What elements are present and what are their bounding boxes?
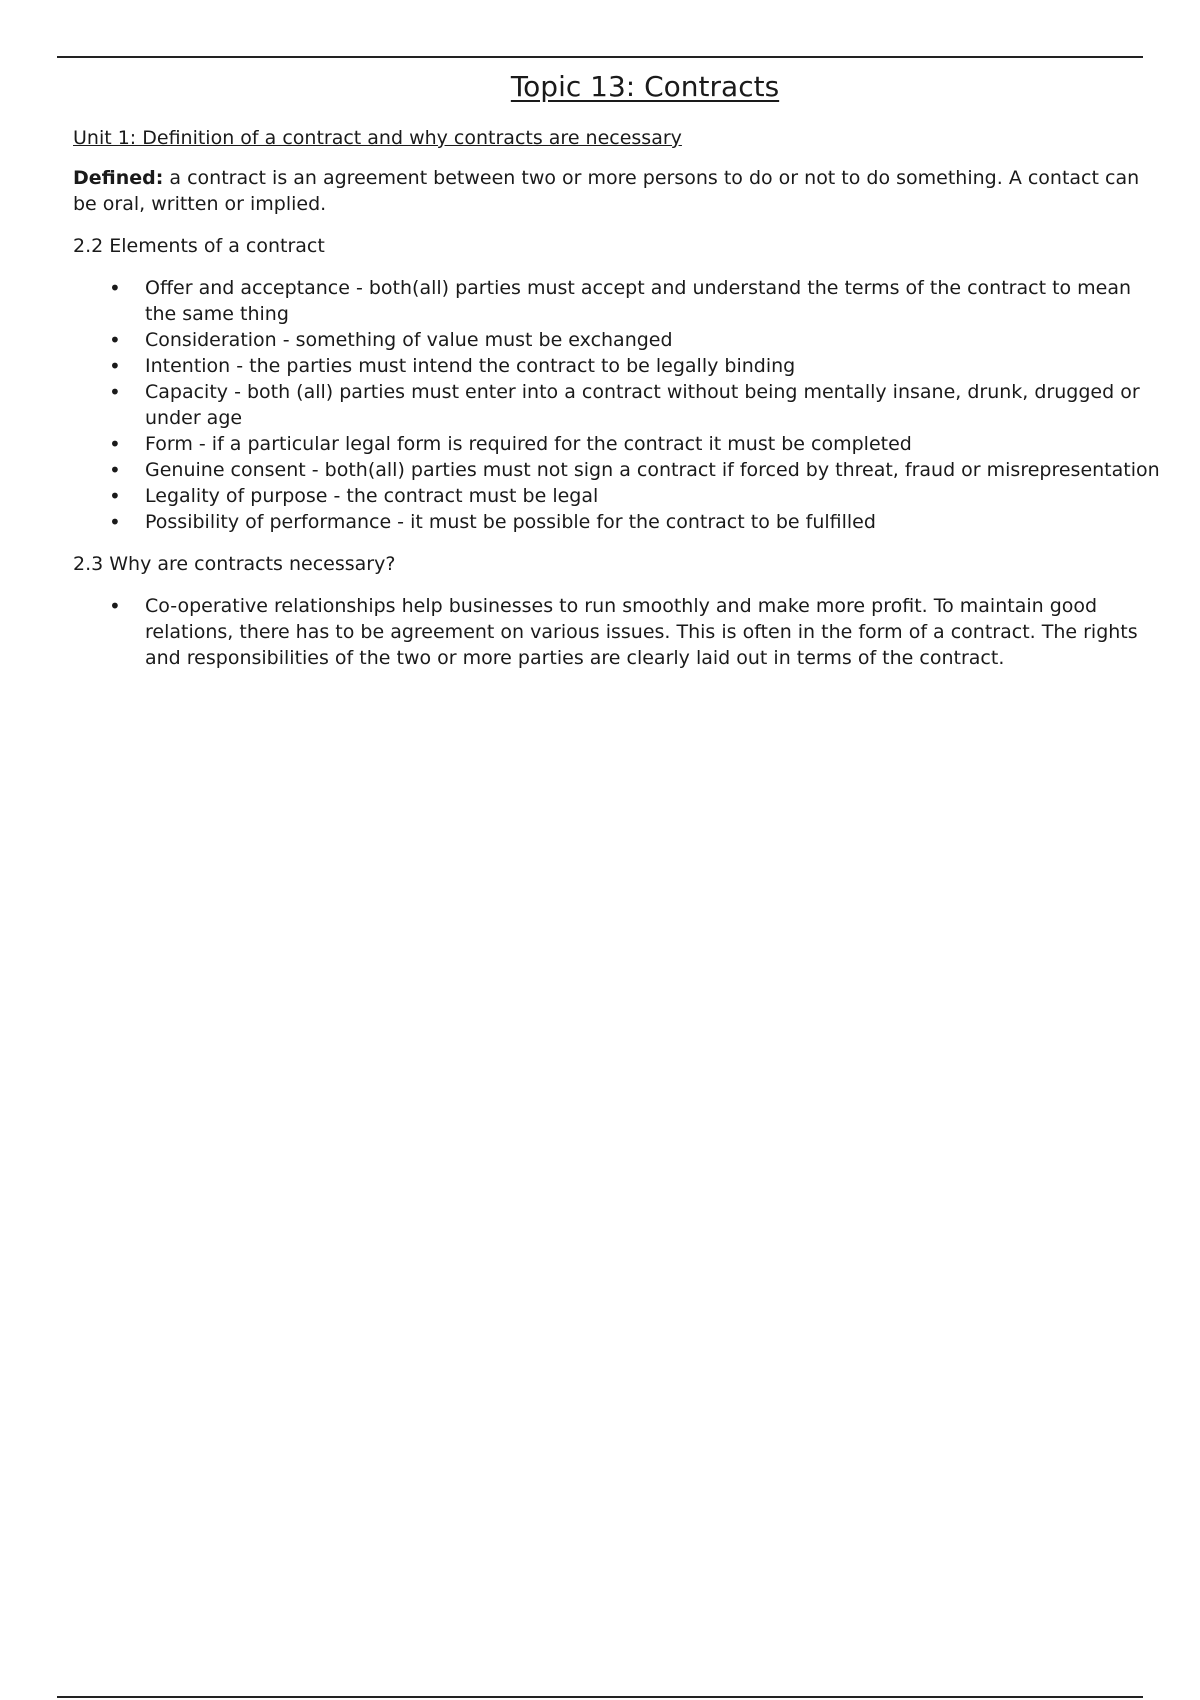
section-heading-why-necessary: 2.3 Why are contracts necessary? [73,553,396,575]
list-item: • Capacity - both (all) parties must enter into a contract without being mentally insane, drunk, drugged or under age [145,379,1163,431]
list-item: • Genuine consent - both(all) parties must not sign a contract if forced by threat, fraud or misrepresentation [145,457,1163,483]
page-title: Topic 13: Contracts [510,70,780,103]
definition-text: a contract is an agreement between two or more persons to do or not to do something. A contact can be oral, written or implied. [73,167,1140,215]
list-item: • Consideration - something of value must be exchanged [145,327,1163,353]
section-heading-elements: 2.2 Elements of a contract [73,235,325,257]
list-item: • Possibility of performance - it must be possible for the contract to be fulfilled [145,509,1163,535]
document-body [73,125,1163,687]
elements-list [73,275,1163,535]
list-item: • Offer and acceptance - both(all) parties must accept and understand the terms of the contract to mean the same thing [145,275,1163,327]
list-item: • Intention - the parties must intend the contract to be legally binding [145,353,1163,379]
top-rule [57,56,1143,58]
list-item: • Form - if a particular legal form is required for the contract it must be completed [145,431,1163,457]
unit-heading: Unit 1: Definition of a contract and why contracts are necessary [73,127,682,149]
list-item: • Co-operative relationships help businesses to run smoothly and make more profit. To maintain good relations, there has to be agreement on various issues. This is often in the form of a contract. The rights and responsibilities of the two or more parties are clearly laid out in terms of the contract. [145,593,1163,671]
why-necessary-list [73,593,1163,671]
bottom-rule [57,1696,1143,1698]
definition-term: Defined: [73,167,164,189]
list-item: • Legality of purpose - the contract must be legal [145,483,1163,509]
definition-paragraph [73,165,1163,217]
